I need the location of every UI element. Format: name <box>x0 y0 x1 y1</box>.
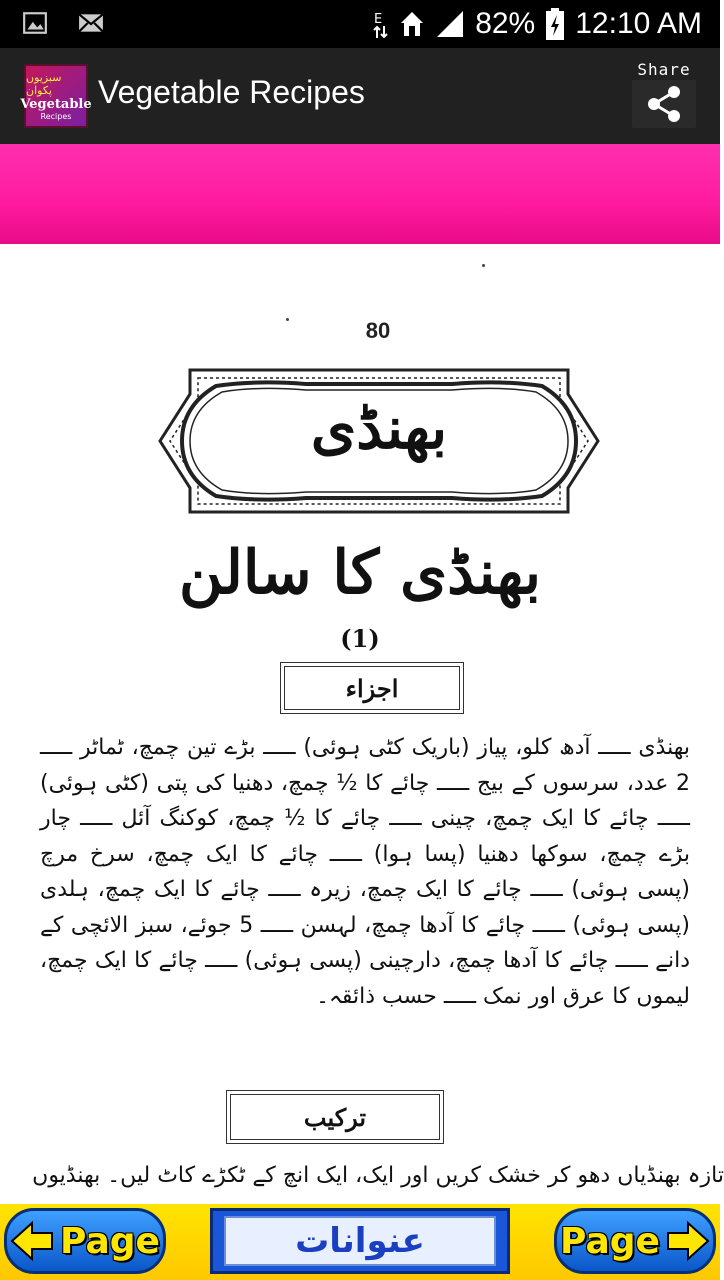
index-button[interactable] <box>210 1208 510 1274</box>
signal-icon <box>435 9 465 39</box>
home-signal-icon <box>399 9 425 39</box>
method-heading: ترکیب <box>230 1094 440 1140</box>
ingredients-heading: اجزاء <box>284 666 460 710</box>
status-bar <box>0 0 720 48</box>
arrow-right-icon <box>666 1221 710 1261</box>
clock: 12:10 AM <box>575 7 702 40</box>
share-button[interactable] <box>632 80 696 128</box>
bottom-navigation <box>0 1204 720 1280</box>
battery-percent: 82% <box>475 7 536 40</box>
logo-urdu-text: سبزیوں پکوان <box>26 71 62 97</box>
logo-main-text: Vegetable <box>20 97 92 112</box>
category-title: بھنڈی <box>310 394 448 462</box>
previous-page-label: Page <box>60 1220 160 1262</box>
share-area <box>632 60 696 130</box>
image-icon <box>22 10 48 36</box>
previous-page-button[interactable] <box>4 1208 166 1274</box>
arrow-left-icon <box>10 1221 54 1261</box>
index-label: عنوانات <box>224 1216 496 1266</box>
page-number: 80 <box>365 318 391 343</box>
data-e-icon <box>373 9 389 39</box>
share-icon <box>644 84 684 124</box>
logo-sub-text: Recipes <box>40 112 72 121</box>
method-text: تازہ بھنڈیاں دھو کر خشک کریں اور ایک، ایک انچ کے ٹکڑے کاٹ لیں۔ بھنڈیوں <box>32 1163 724 1188</box>
app-logo <box>20 64 92 128</box>
app-title: Vegetable Recipes <box>98 74 365 110</box>
recipe-number: (1) <box>340 624 380 653</box>
recipe-page <box>0 244 724 1204</box>
svg-text:E: E <box>374 12 383 27</box>
battery-icon <box>545 8 565 40</box>
dish-title: بھنڈی کا سالن <box>178 538 542 608</box>
action-bar <box>0 48 720 144</box>
share-label: Share <box>637 60 691 79</box>
next-page-label: Page <box>560 1220 660 1262</box>
scan-speck <box>482 264 485 267</box>
mail-icon <box>78 10 104 36</box>
ad-banner[interactable] <box>0 144 720 244</box>
ingredients-text: بھنڈی ـــــ آدھ کلو، پیاز (باریک کٹی ہوئی) ـــــ بڑے تین چمچ، ٹماٹر ـــــ 2 عدد، سرسوں کے بیج ـــــ چائے کا ½ چمچ، دھنیا کی پتی (کٹی ہوئی) ـــــ چائے کا ایک چمچ، چینی ـــــ چائے کا ½ چمچ، کوکنگ آئل ـــــ چار بڑے چمچ، سوکھا دھنیا (پسا ہوا) ـــــ چائے کا ایک چمچ، سرخ مرچ (پسی ہوئی) ـــــ چائے کا ایک چمچ، زیرہ ـــــ چائے کا ایک چمچ، ہلدی (پسی ہوئی) ـــــ چائے کا آدھا چمچ، لہسن ـــــ 5 جوئے، سبز الائچی کے دانے ـــــ چائے کا آدھا چمچ، دارچینی (پسی ہوئی) ـــــ چائے کا ایک چمچ، لیموں کا عرق اور نمک ـــــ حسب ذائقہ۔ <box>40 735 691 1009</box>
next-page-button[interactable] <box>554 1208 716 1274</box>
